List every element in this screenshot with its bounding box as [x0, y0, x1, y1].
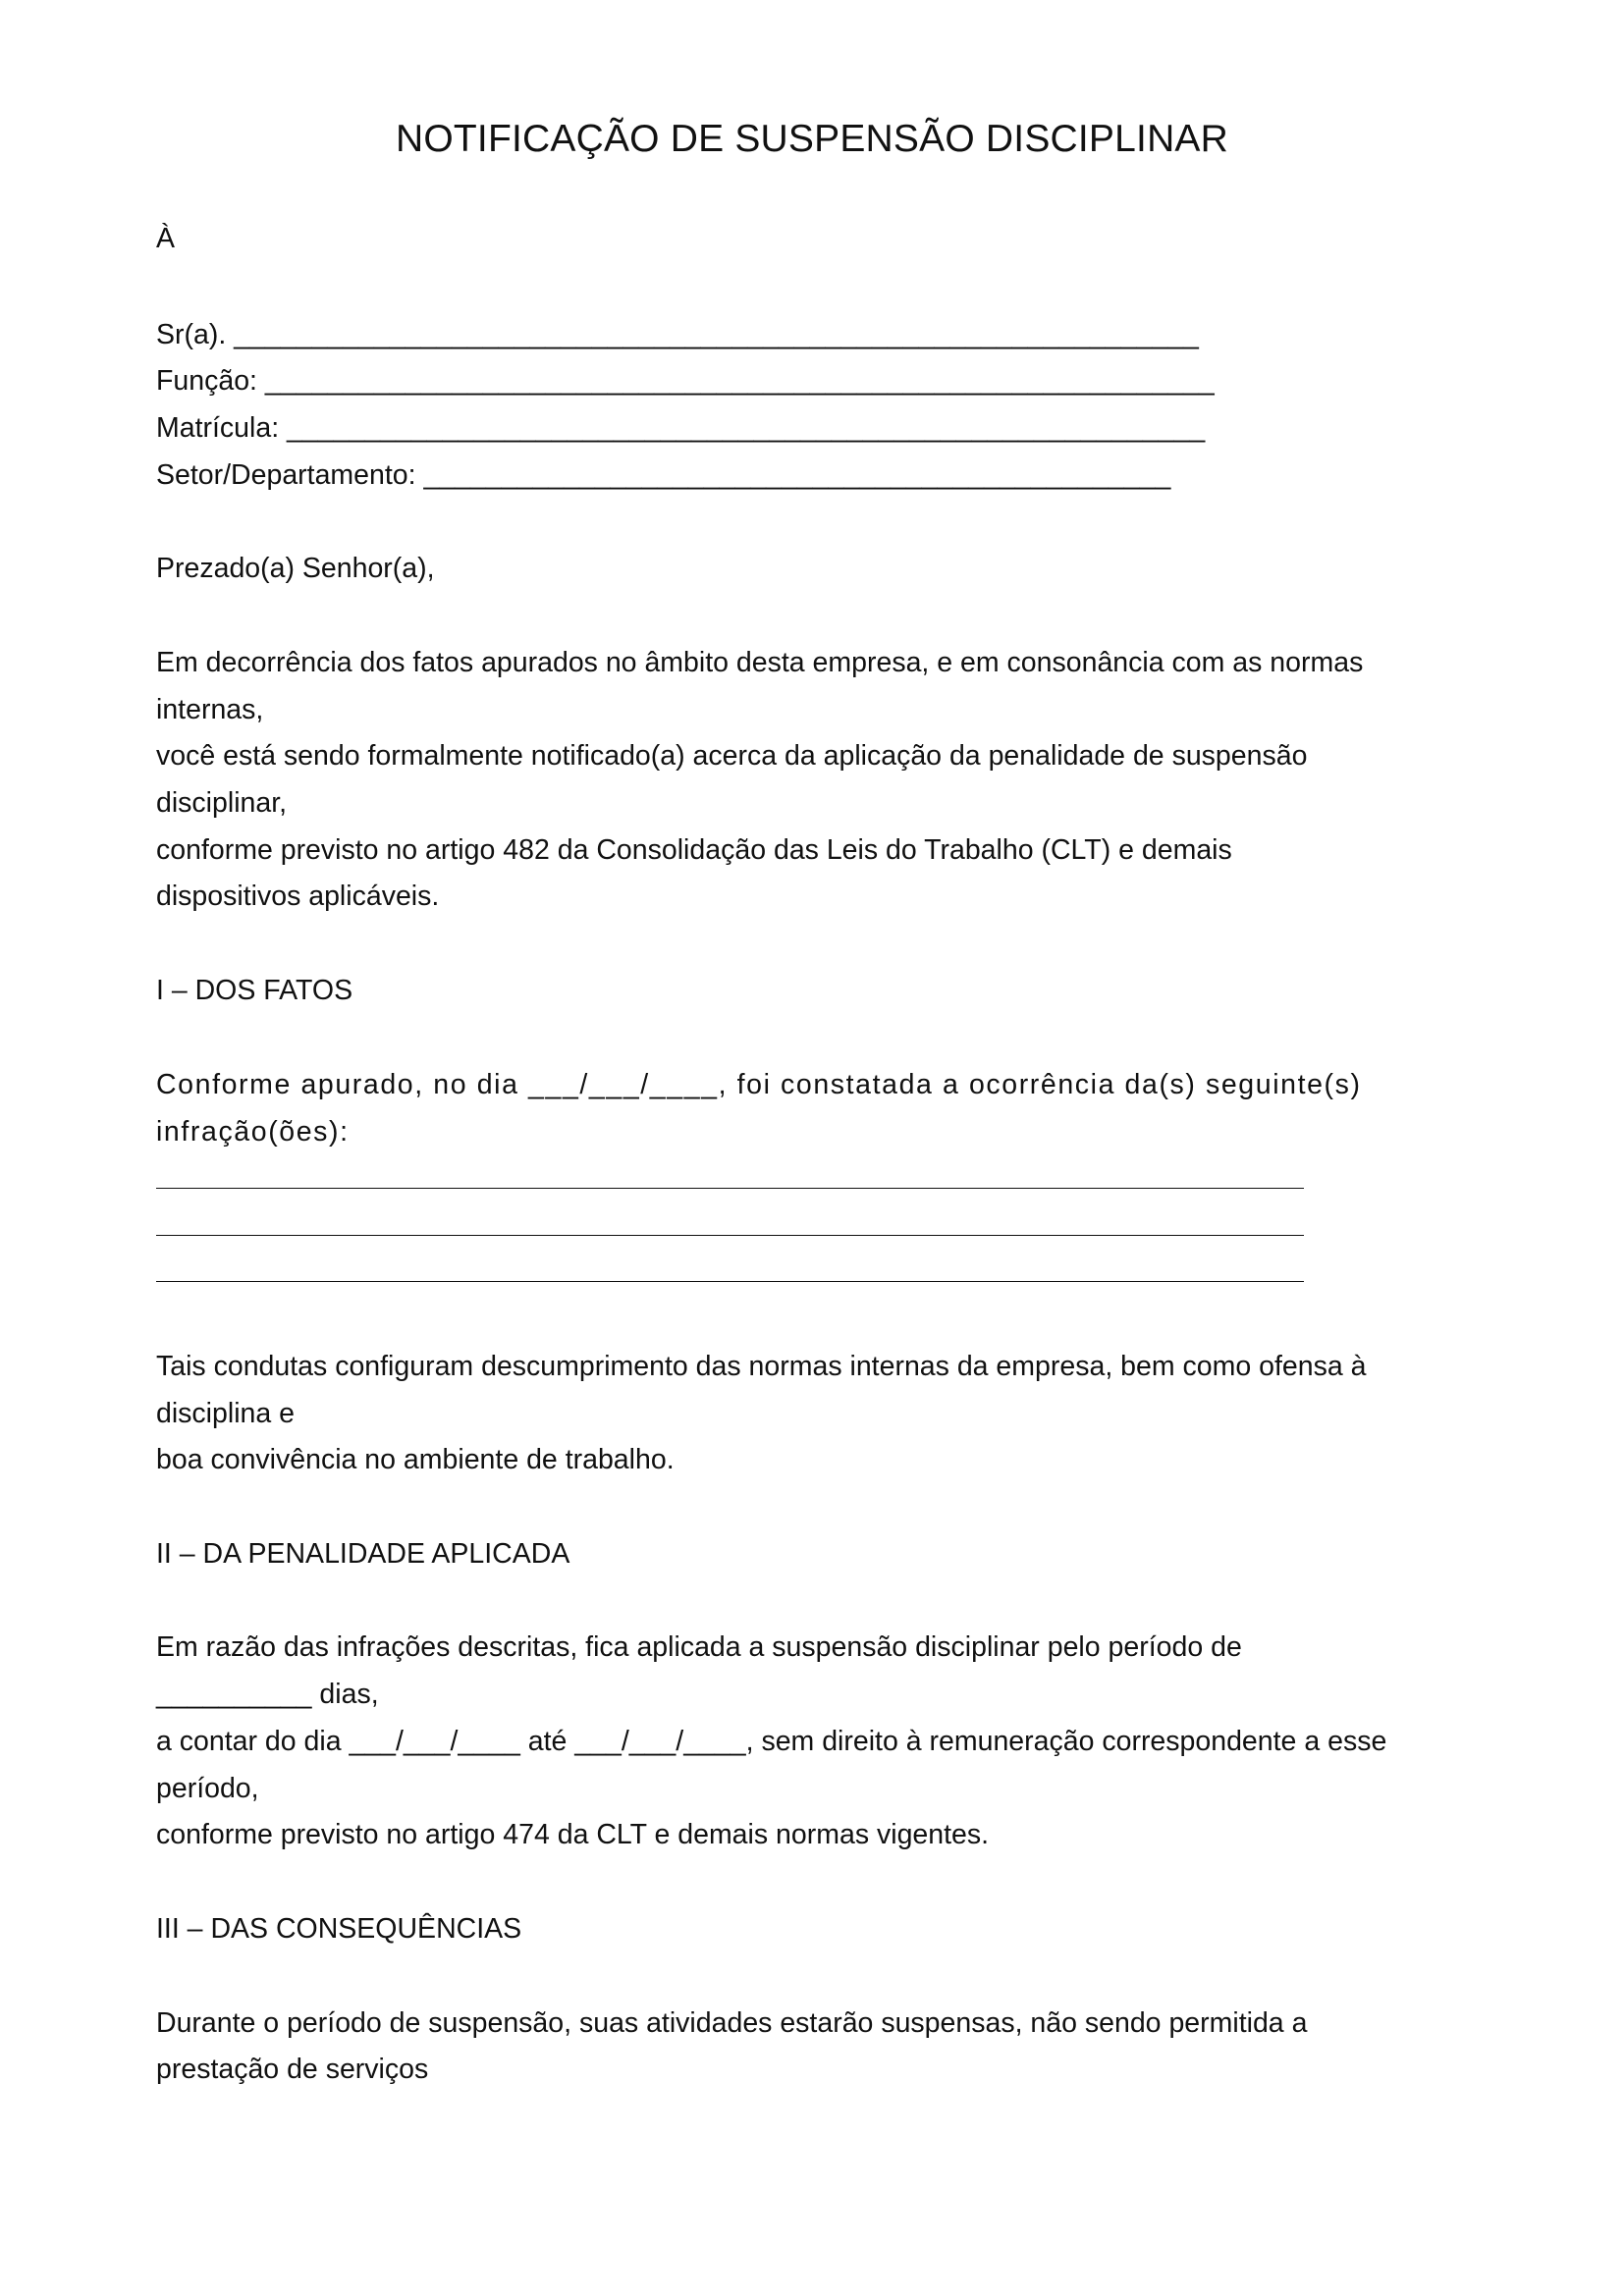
penalty-line: conforme previsto no artigo 474 da CLT e demais normas vigentes.	[156, 1819, 990, 1850]
registration-field: Matrícula: ___________________________________________________________	[156, 412, 1206, 444]
intro-paragraph-line: dispositivos aplicáveis.	[156, 881, 440, 912]
name-field: Sr(a). ______________________________________________________________	[156, 319, 1199, 350]
facts-line: Conforme apurado, no dia ___/___/____, foi constatada a ocorrência da(s) seguinte(s)	[156, 1069, 1362, 1100]
role-field: Função: _____________________________________________________________	[156, 365, 1215, 397]
intro-paragraph-line: Em decorrência dos fatos apurados no âmbito desta empresa, e em consonância com as normas	[156, 647, 1364, 678]
consequences-line: Durante o período de suspensão, suas atividades estarão suspensas, não sendo permitida a	[156, 2007, 1308, 2039]
blank-line	[156, 1188, 1304, 1189]
penalty-line: período,	[156, 1773, 259, 1804]
section-heading-consequences: III – DAS CONSEQUÊNCIAS	[156, 1913, 522, 1945]
conduct-line: Tais condutas configuram descumprimento das normas internas da empresa, bem como ofensa à	[156, 1351, 1367, 1382]
intro-paragraph-line: conforme previsto no artigo 482 da Consolidação das Leis do Trabalho (CLT) e demais	[156, 834, 1232, 866]
section-heading-facts: I – DOS FATOS	[156, 975, 353, 1006]
consequences-line: prestação de serviços	[156, 2054, 429, 2085]
salutation: Prezado(a) Senhor(a),	[156, 553, 435, 584]
intro-paragraph-line: disciplinar,	[156, 787, 288, 819]
intro-paragraph-line: você está sendo formalmente notificado(a) acerca da aplicação da penalidade de suspensão	[156, 740, 1308, 772]
conduct-line: disciplina e	[156, 1398, 295, 1429]
blank-line	[156, 1235, 1304, 1236]
conduct-line: boa convivência no ambiente de trabalho.	[156, 1444, 675, 1475]
facts-line: infração(ões):	[156, 1116, 350, 1148]
section-heading-penalty: II – DA PENALIDADE APLICADA	[156, 1538, 570, 1570]
recipient-intro: À	[156, 223, 176, 254]
blank-line	[156, 1281, 1304, 1282]
penalty-line: a contar do dia ___/___/____ até ___/___/____, sem direito à remuneração correspondente a esse	[156, 1726, 1387, 1757]
department-field: Setor/Departamento: ________________________________________________	[156, 459, 1171, 491]
document-title: NOTIFICAÇÃO DE SUSPENSÃO DISCIPLINAR	[395, 118, 1229, 160]
intro-paragraph-line: internas,	[156, 694, 264, 725]
penalty-line: Em razão das infrações descritas, fica aplicada a suspensão disciplinar pelo período de	[156, 1631, 1242, 1663]
penalty-line: __________ dias,	[156, 1679, 379, 1710]
